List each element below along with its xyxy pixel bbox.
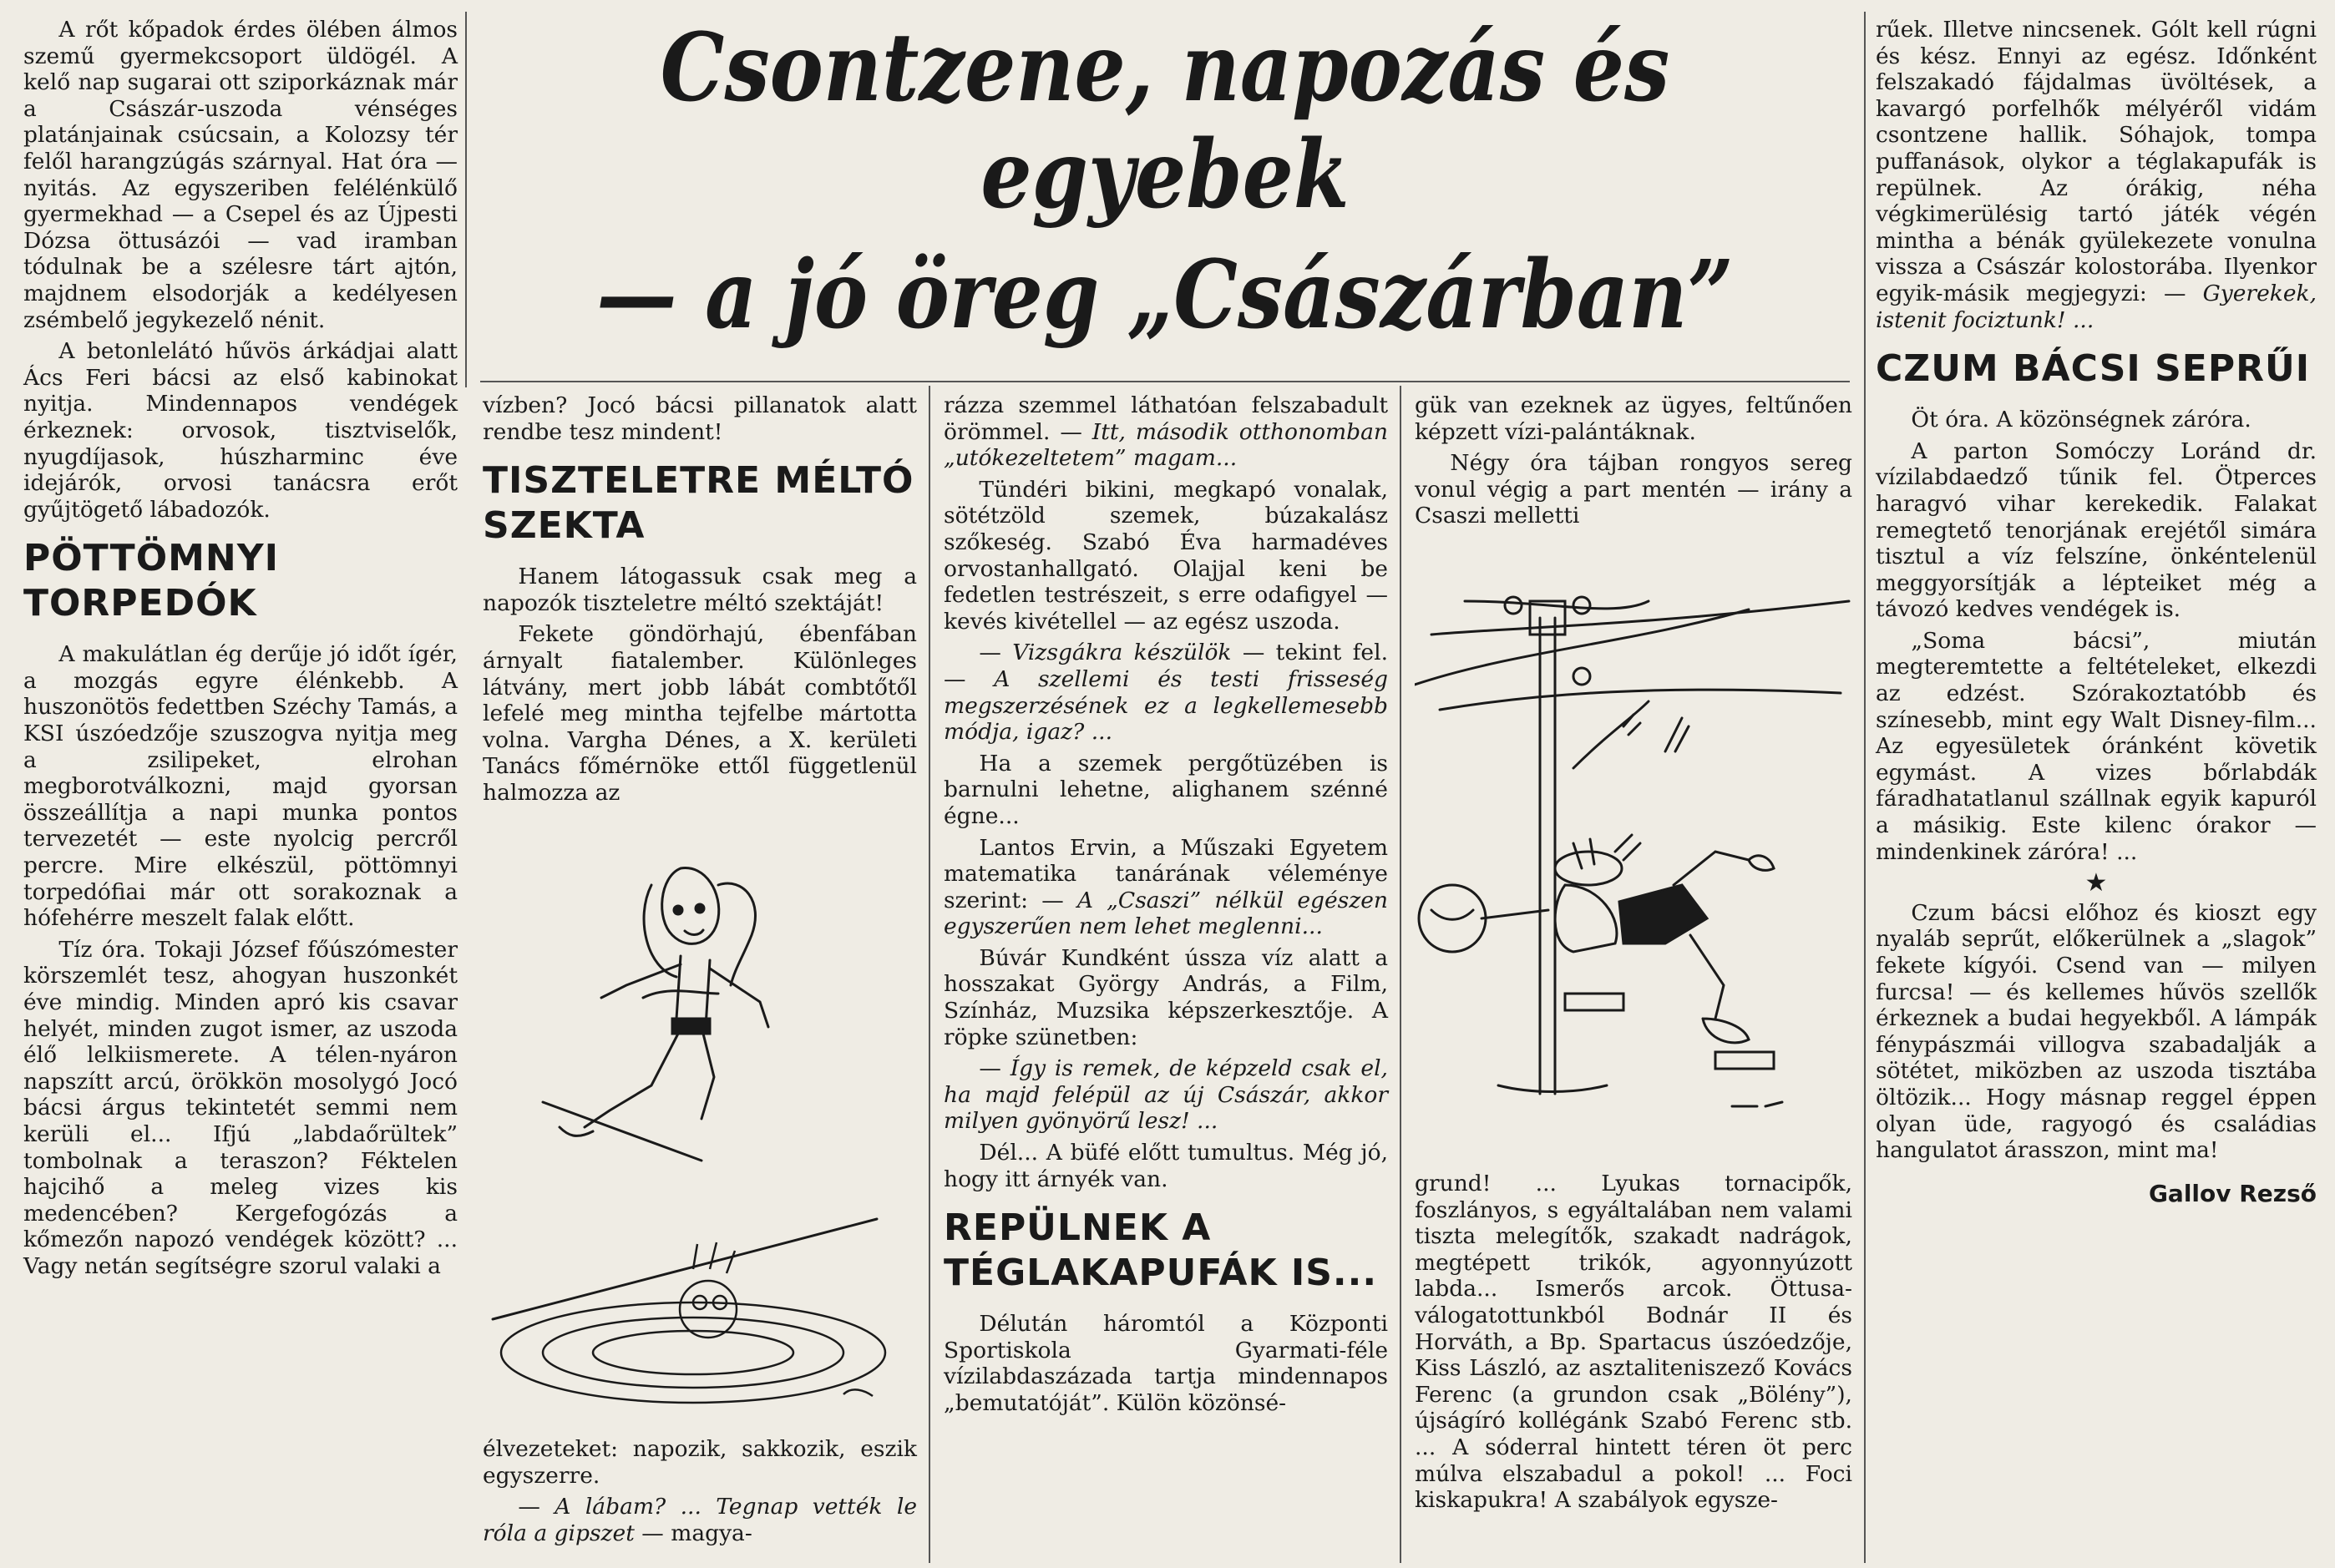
column-4-bottom bbox=[1415, 1171, 1852, 1519]
headline-line-1: Csontzene, napozás és egyebek bbox=[660, 13, 1670, 230]
paragraph: Tündéri bikini, megkapó vonalak, sötétzöld szemek, búzakalász szőkeség. Szabó Éva harmadéves orvostanhallgató. Olajjal keni be fedetlen testrészeit, s erre odafigyel — kevés kivétellel — az egész uszoda. bbox=[944, 476, 1388, 635]
headline-bottom-rule bbox=[480, 381, 1850, 382]
paragraph: A betonlelátó hűvös árkádjai alatt Ács Feri bácsi az első kabinokat nyitja. Mindennapos vendégek érkeznek: orvosok, tisztviselők, nyugdíjasok, húszharminc éve idejárók, orvosi tanácsra erőt gyűjtögető lábadozók. bbox=[23, 338, 458, 523]
paragraph: Tíz óra. Tokaji József főúszómester körszemlét tesz, ahogyan huszonkét éve mindig. Minden apró kis csavar helyét, minden zugot ismer, az uszoda élő lelkiismerete. A télen-nyáron napszítt arcú, örökkön mosolygó Jocó bácsi árgus tekintetét semmi nem kerüli el... Ifjú „labdaőrültek” tombolnak a teraszon? Féktelen hajcihő a meleg vizes kis medencében? Kergefogózás a kőmezőn napozó vendégek között? ... Vagy netán segítségre szorul valaki a bbox=[23, 936, 458, 1279]
column-1 bbox=[23, 17, 458, 1285]
column-rule bbox=[1864, 386, 1866, 1563]
paragraph: „Soma bácsi”, miután megteremtette a feltételeket, elkezdi az edzést. Szórakoztatóbb és színesebb, mint egy Walt Disney-film... Az egyesületek óránként követik egymást. A vizes bőrlabdák fáradhatatlanul szállnak egyik kapuról a másikig. Este kilenc órakor — mindenkinek záróra! ... bbox=[1876, 627, 2317, 865]
paragraph bbox=[483, 1494, 917, 1546]
paragraph: Délután háromtól a Központi Sportiskola Gyarmati-féle vízilabdaszázada tartja mindennapos „bemutatóját”. Külön közönsé- bbox=[944, 1311, 1388, 1416]
text-run: — bbox=[979, 640, 1013, 666]
text-run: — bbox=[518, 1494, 555, 1520]
paragraph bbox=[944, 640, 1388, 745]
paragraph bbox=[1876, 17, 2317, 333]
paragraph: élvezeteket: napozik, sakkozik, eszik egyszerre. bbox=[483, 1436, 917, 1489]
paragraph: A rőt kőpadok érdes ölében álmos szemű gyermekcsoport üldögél. A kelő nap sugarai ott sziporkáznak már a Császár-uszoda vénséges platánjainak csúcsain, a Kolozsy tér felől harangzúgás szárnyal. Hat óra — nyitás. Az egyszeriben felélénkülő gyermekhad — a Csepel és az Újpesti Dózsa öttusázói — vad iramban tódulnak be a szélesre tárt ajtón, majdnem elsodorják a kedélyesen zsémbelő jegykezelő nénit. bbox=[23, 17, 458, 333]
paragraph: Dél... A büfé előtt tumultus. Még jó, hogy itt árnyék van. bbox=[944, 1140, 1388, 1192]
paragraph: Négy óra tájban rongyos sereg vonul végig a part mentén — irány a Csaszi melletti bbox=[1415, 450, 1852, 529]
text-run: rázza szemmel láthatóan felszabadult örömmel. — bbox=[944, 392, 1388, 445]
italic-quote: Vizsgákra készülök bbox=[1012, 640, 1232, 666]
subheading: PÖTTÖMNYI TORPEDÓK bbox=[23, 537, 279, 625]
italic-quote: Itt, második otthonomban „utókezeltetem” magam... bbox=[944, 418, 1388, 472]
paragraph: grund! ... Lyukas tornacipők, foszlányos, s egyáltalában nem valami tiszta melegítők, szakadt nadrágok, megtépett trikók, agyonnyúzott labda... Ismerős arcok. Öttusa-válogatottunkból Bodnár II és Horváth, a Bp. Spartacus úszóedzője, Kiss László, az asztaliteniszező Kovács Ferenc (a grundon csak „Bölény”), újságíró kollégánk Szabó Ferenc stb. ... A sóderral hintett téren öt perc múlva elszabadul a pokol! ... Foci kiskapukra! A szabályok egysze- bbox=[1415, 1171, 1852, 1514]
column-2-bottom bbox=[483, 1436, 917, 1551]
paragraph: gük van ezeknek az ügyes, feltűnően képzett vízi-palántáknak. bbox=[1415, 392, 1852, 445]
italic-quote: A szellemi és testi frisseség megszerzésének ez a legkellemesebb módja, igaz? ... bbox=[944, 665, 1388, 746]
text-run: — magya- bbox=[634, 1520, 752, 1546]
column-2 bbox=[483, 392, 917, 812]
paragraph: A makulátlan ég derűje jó időt ígér, a mozgás egyre élénkebb. A huszonötös fedettben Széchy Tamás, a KSI úszóedzője szuszogva nyitja meg a zsilipeket, elrohan megborotválkozni, majd gyorsan összeállítja a napi munka pontos tervezetét — este nyolcig percről percre. Mire elkészül, pöttömnyi torpedófiai már ott sorakoznak a hófehérre meszelt falak előtt. bbox=[23, 641, 458, 932]
text-run: — bbox=[979, 1055, 1010, 1082]
cartoon-football-player bbox=[1415, 551, 1852, 1136]
paragraph: Búvár Kundként ússza víz alatt a hosszakat György András, a Film, Színház, Muzsika képszerkesztője. A röpke szünetben: bbox=[944, 944, 1388, 1050]
italic-quote: Gyerekek, istenit fociztunk! ... bbox=[1876, 280, 2317, 333]
column-5 bbox=[1876, 17, 2317, 1206]
paragraph: Czum bácsi előhoz és kioszt egy nyaláb seprűt, előkerülnek a „slagok” fekete kígyói. Csend van — milyen furcsa! — és kellemes hűvös szellők érkeznek a budai hegyekből. A lámpák fénypászmái villogva szabadalják a sötétet, miközben az uszoda tisztába öltözik... Hogy másnap reggel éppen olyan üde, ragyogó és családias hangulatot árasszon, mint ma! bbox=[1876, 899, 2317, 1164]
column-4 bbox=[1415, 392, 1852, 534]
author-signature: Gallov Rezső bbox=[2148, 1179, 2317, 1207]
column-3 bbox=[944, 392, 1388, 1422]
paragraph: A parton Somóczy Loránd dr. vízilabdaedző tűnik fel. Ötperces haragvó vihar kerekedik. Falakat remegtető tenorjának erejétől simára tisztul a víz felszíne, önkéntelenül meggyorsítják a lépteiket még a távozó kedves vendégek is. bbox=[1876, 438, 2317, 623]
italic-quote: Így is remek, de képzeld csak el, ha majd felépül az új Császár, akkor milyen gyönyörű lesz! ... bbox=[944, 1055, 1388, 1135]
subheading: TISZTELETRE MÉLTÓ SZEKTA bbox=[483, 459, 914, 548]
paragraph: Ha a szemek pergőtüzében is barnulni lehetne, alighanem szénné égne... bbox=[944, 750, 1388, 829]
star-separator-icon: ★ bbox=[2084, 868, 2108, 898]
cartoon-tightrope-walker bbox=[484, 852, 919, 1419]
subheading: CZUM BÁCSI SEPRŰI bbox=[1876, 347, 2311, 391]
paragraph: Hanem látogassuk csak meg a napozók tiszteletre méltó szektáját! bbox=[483, 564, 917, 616]
paragraph bbox=[944, 1055, 1388, 1135]
paragraph: Öt óra. A közönségnek záróra. bbox=[1911, 407, 2251, 433]
subheading: REPÜLNEK A TÉGLAKAPUFÁK IS... bbox=[944, 1206, 1378, 1295]
paragraph bbox=[944, 835, 1388, 940]
column-rule bbox=[1864, 12, 1866, 387]
headline bbox=[576, 15, 1754, 349]
paragraph: vízben? Jocó bácsi pillanatok alatt rendbe tesz mindent! bbox=[483, 392, 917, 445]
italic-quote: A „Csaszi” nélkül egészen egyszerűen nem lehet meglenni... bbox=[944, 887, 1388, 940]
paragraph: Fekete göndörhajú, ébenfában árnyalt fiatalember. Különleges látvány, mert jobb lábát combtőtől lefelé meg mintha tejfelbe mártotta volna. Vargha Dénes, a X. kerületi Tanács főmérnöke ettől függetlenül halmozza az bbox=[483, 621, 917, 806]
text-run: Lantos Ervin, a Műszaki Egyetem matematika tanárának véleménye szerint: — bbox=[944, 834, 1388, 913]
column-rule bbox=[929, 386, 930, 1563]
text-run: — tekint fel. — bbox=[944, 640, 1388, 692]
paragraph bbox=[944, 392, 1388, 472]
column-rule bbox=[1400, 386, 1401, 1563]
italic-quote: A lábam? ... Tegnap vették le róla a gipszet bbox=[483, 1494, 917, 1546]
text-run: rűek. Illetve nincsenek. Gólt kell rúgni és kész. Ennyi az egész. Időnként felszakadó fájdalmas üvöltések, a kavargó porfelhők mélyéről vidám csontzene hallik. Sóhajok, tompa puffanások, olykor a téglakapufák is repülnek. Az órákig, néha végkimerülésig tartó játék végén mintha a bénák gyülekezete vonulna vissza a Császár kolostorába. Ilyenkor egyik-másik megjegyzi: — bbox=[1876, 17, 2317, 306]
column-rule bbox=[465, 12, 467, 387]
headline-line-2: — a jó öreg „Császárban” bbox=[596, 240, 1734, 350]
